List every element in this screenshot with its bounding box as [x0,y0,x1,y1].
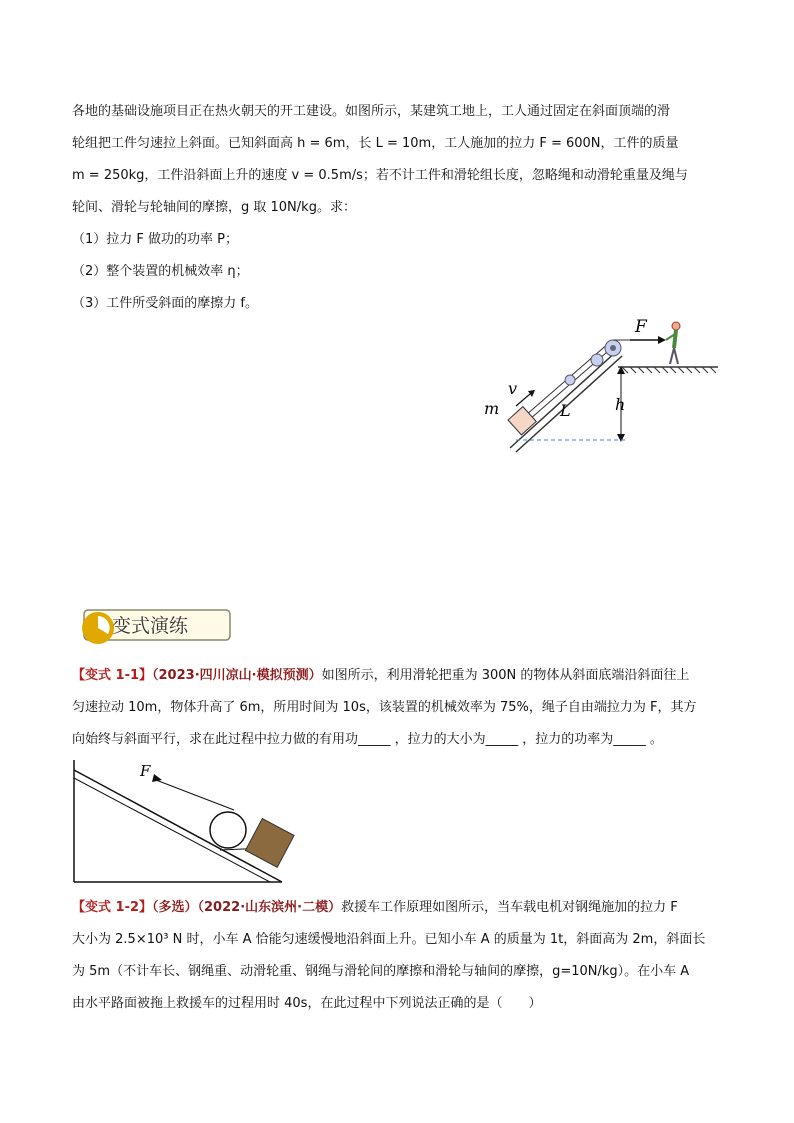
variant-1-1-text: 如图所示，利用滑轮把重为 300N 的物体从斜面底端沿斜面往上 [321,668,690,683]
incline-figure-2 [70,758,310,888]
variant-1-1-line-2: 匀速拉动 10m，物体升高了 6m，所用时间为 10s，该装置的机械效率为 75%，绳子自由端拉力为 F，其方 [72,700,697,715]
incline-pulley-figure [480,310,730,460]
section-banner [76,606,232,644]
variant-1-1-line-1 [72,664,732,683]
question-3: （3）工件所受斜面的摩擦力 f。 [72,296,258,311]
section-title: 变式演练 [112,615,189,637]
height-label: h [615,395,626,414]
problem-line-1: 各地的基础设施项目正在热火朝天的开工建设。如图所示，某建筑工地上，工人通过固定在斜面顶端的滑 [72,104,671,119]
problem-line-2: 轮组把工件匀速拉上斜面。已知斜面高 h = 6m，长 L = 10m，工人施加的拉力 F = 600N，工件的质量 [72,136,679,151]
variant-1-2-line-2: 大小为 2.5×10³ N 时，小车 A 恰能匀速缓慢地沿斜面上升。已知小车 A 的质量为 1t，斜面高为 2m，斜面长 [72,932,706,947]
variant-1-2-line-3: 为 5m（不计车长、钢绳重、动滑轮重、钢绳与滑轮间的摩擦和滑轮与轴间的摩擦，g=10N/kg）。在小车 A [72,964,690,979]
force-label: F [635,317,647,337]
problem-line-4: 轮间、滑轮与轮轴间的摩擦，g 取 10N/kg。求： [72,200,356,215]
question-2: （2）整个装置的机械效率 η； [72,264,249,279]
variant-1-2-text: 救援车工作原理如图所示，当车载电机对钢绳施加的拉力 F [341,900,678,915]
velocity-label: v [508,379,518,398]
variant-1-1-line-3: 向始终与斜面平行，求在此过程中拉力做的有用功_____ ，拉力的大小为_____ ，拉力的功率为_____ 。 [72,732,663,747]
mass-label: m [484,399,500,418]
force-label-2: F [140,762,151,780]
length-label: L [560,401,571,420]
question-1: （1）拉力 F 做功的功率 P； [72,232,238,247]
variant-1-1-tag: 【变式 1-1】 [72,668,153,683]
variant-1-1-source: （2023·四川凉山·模拟预测） [152,668,322,683]
problem-line-3: m = 250kg，工件沿斜面上升的速度 v = 0.5m/s；若不计工件和滑轮组长度，忽略绳和动滑轮重量及绳与 [72,168,688,183]
variant-1-2-tag: 【变式 1-2】 [72,900,153,915]
variant-1-2-source: （多选）（2022·山东滨州·二模） [152,900,342,915]
variant-1-2-line-1 [72,896,732,915]
variant-1-2-line-4: 由水平路面被拖上救援车的过程用时 40s，在此过程中下列说法正确的是（ ） [72,996,542,1011]
